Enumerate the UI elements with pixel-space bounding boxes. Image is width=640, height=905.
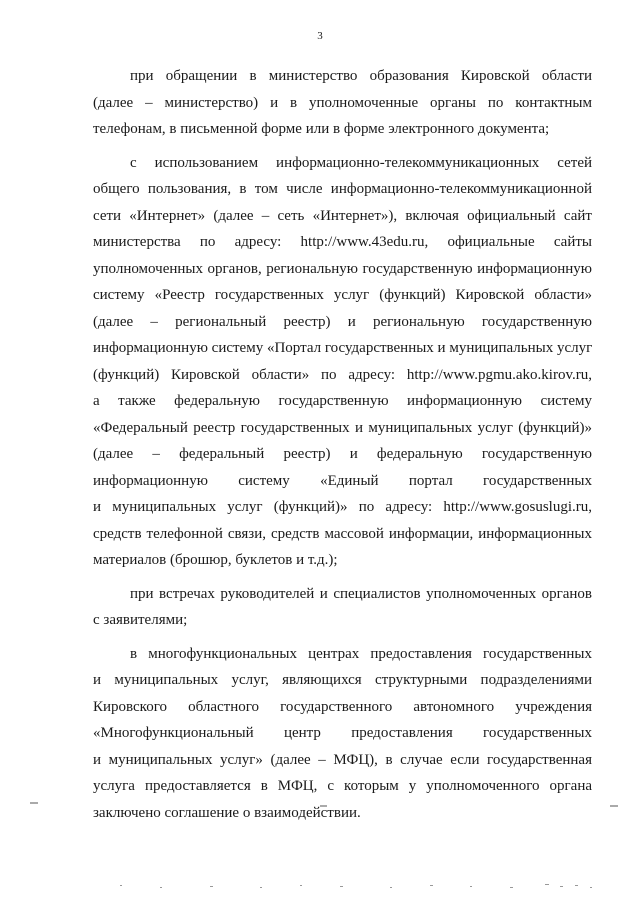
text-line: систему «Реестр государственных услуг (функций) Кировской области» <box>93 287 592 303</box>
document-body <box>93 63 592 826</box>
text-line: и муниципальных услуг (функций)» по адресу: http://www.gosuslugi.ru, <box>93 499 592 515</box>
text-line: информационную систему «Портал государственных и муниципальных услуг <box>93 340 593 356</box>
text-line: при обращении в министерство образования Кировской области <box>130 68 592 84</box>
text-line: министерства по адресу: http://www.43edu.ru, официальные сайты <box>93 234 592 250</box>
paragraph-mfc <box>93 641 592 827</box>
text-line: уполномоченных органов, региональную государственную информационную <box>93 260 592 277</box>
text-line: услуга предоставляется в МФЦ, с которым у уполномоченного органа <box>93 778 592 794</box>
scan-bottom-dots <box>120 884 592 888</box>
paragraph-meetings <box>93 581 592 634</box>
text-line: в многофункциональных центрах предоставления государственных <box>130 645 592 662</box>
text-line: и муниципальных услуг» (далее – МФЦ), в случае если государственная <box>93 751 592 768</box>
text-line: (далее – федеральный реестр) и федеральную государственную <box>93 446 592 462</box>
text-line: с заявителями; <box>93 612 188 628</box>
text-line: при встречах руководителей и специалистов уполномоченных органов <box>130 585 592 602</box>
text-line: (далее – министерство) и в уполномоченные органы по контактным <box>93 94 592 111</box>
text-line: материалов (брошюр, буклетов и т.д.); <box>93 552 338 568</box>
text-line: «Многофункциональный центр предоставления государственных <box>93 725 592 741</box>
text-line: (далее – региональный реестр) и региональную государственную <box>93 313 592 330</box>
paragraph-contact <box>93 63 592 143</box>
text-line: «Федеральный реестр государственных и муниципальных услуг (функций)» <box>93 419 592 436</box>
text-line: а также федеральную государственную информационную систему <box>93 393 592 409</box>
text-line: общего пользования, в том числе информационно-телекоммуникационной <box>93 181 592 197</box>
paragraph-internet <box>93 150 592 574</box>
text-line: и муниципальных услуг, являющихся структурными подразделениями <box>93 672 592 688</box>
text-line: информационную систему «Единый портал государственных <box>93 472 592 489</box>
text-line: (функций) Кировской области» по адресу: http://www.pgmu.ako.kirov.ru, <box>93 366 592 383</box>
text-line: сети «Интернет» (далее – сеть «Интернет»), включая официальный сайт <box>93 207 592 224</box>
text-line: заключено соглашение о взаимодействии. <box>93 804 361 821</box>
text-line: телефонам, в письменной форме или в форме электронного документа; <box>93 121 550 137</box>
text-line: средств телефонной связи, средств массовой информации, информационных <box>93 525 592 542</box>
text-line: Кировского областного государственного автономного учреждения <box>93 698 592 715</box>
page-number: 3 <box>317 30 323 42</box>
text-line: с использованием информационно-телекоммуникационных сетей <box>130 154 592 171</box>
